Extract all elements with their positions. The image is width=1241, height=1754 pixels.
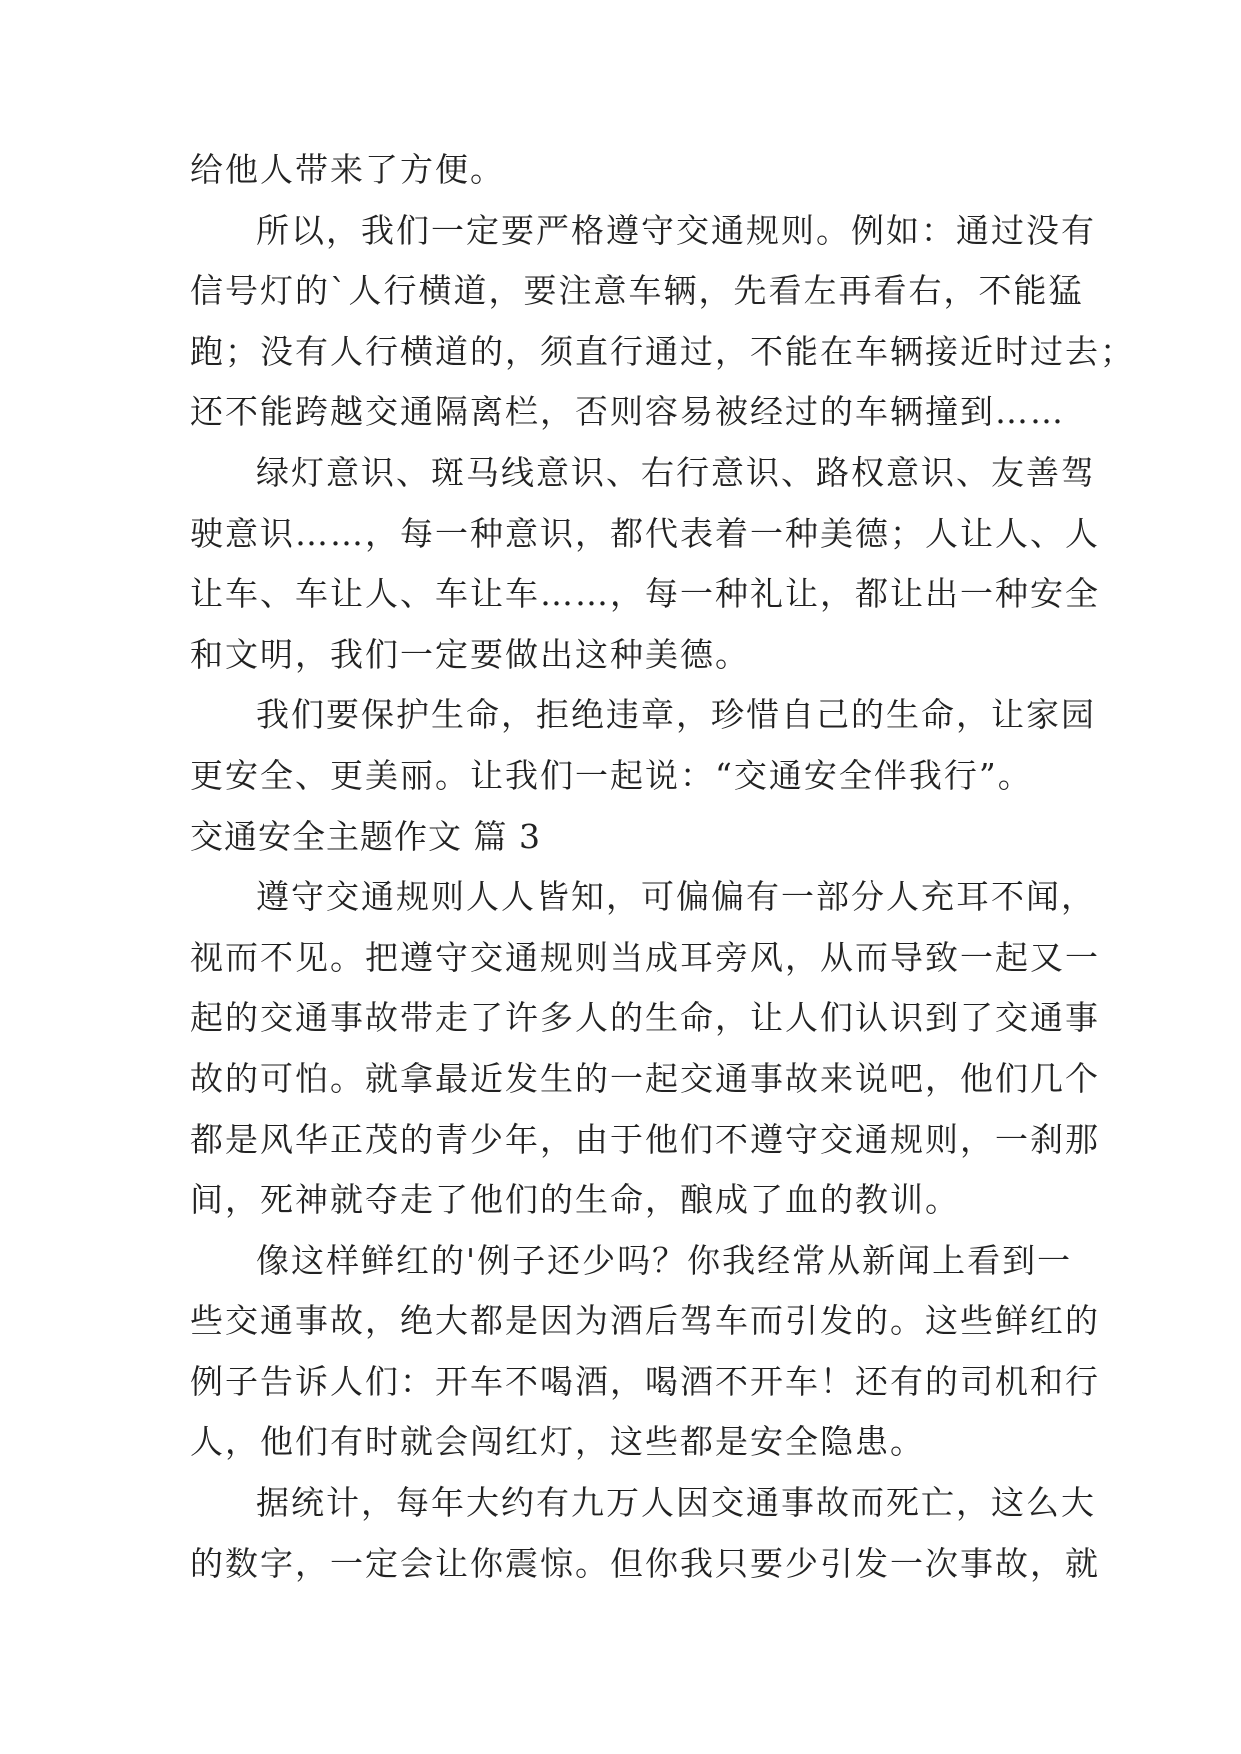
text-line: 些交通事故，绝大都是因为酒后驾车而引发的。这些鲜红的: [190, 1301, 1100, 1341]
document-page: [190, 140, 1135, 1594]
text-line: 和文明，我们一定要做出这种美德。: [190, 634, 750, 674]
text-line: 人，他们有时就会闯红灯，这些都是安全隐患。: [190, 1422, 925, 1462]
paragraph-first-line: 据统计，每年大约有九万人因交通事故而死亡，这么大: [256, 1483, 1096, 1523]
paragraph-first-line: 像这样鲜红的'例子还少吗？你我经常从新闻上看到一: [256, 1240, 1073, 1280]
paragraph-first-line: 我们要保护生命，拒绝违章，珍惜自己的生命，让家园: [256, 695, 1096, 735]
text-line: 例子告诉人们：开车不喝酒，喝酒不开车！还有的司机和行: [190, 1361, 1100, 1401]
paragraph-first-line: 绿灯意识、斑马线意识、右行意识、路权意识、友善驾: [256, 452, 1096, 492]
text-line: 间，死神就夺走了他们的生命，酿成了血的教训。: [190, 1180, 960, 1220]
text-line: 驶意识……，每一种意识，都代表着一种美德；人让人、人: [190, 513, 1100, 553]
text-line: 让车、车让人、车让车……，每一种礼让，都让出一种安全: [190, 574, 1100, 614]
text-line: 更安全、更美丽。让我们一起说：“交通安全伴我行”。: [190, 755, 1033, 795]
text-line: 起的交通事故带走了许多人的生命，让人们认识到了交通事: [190, 998, 1100, 1038]
paragraph-first-line: 所以，我们一定要严格遵守交通规则。例如：通过没有: [256, 210, 1096, 250]
text-line: 的数字，一定会让你震惊。但你我只要少引发一次事故，就: [190, 1543, 1100, 1583]
section-heading: 交通安全主题作文 篇 3: [190, 816, 541, 856]
paragraph-first-line: 遵守交通规则人人皆知，可偏偏有一部分人充耳不闻，: [256, 877, 1096, 917]
text-line: 信号灯的`人行横道，要注意车辆，先看左再看右，不能猛: [190, 271, 1084, 311]
text-line: 都是风华正茂的青少年，由于他们不遵守交通规则，一刹那: [190, 1119, 1100, 1159]
text-line: 视而不见。把遵守交通规则当成耳旁风，从而导致一起又一: [190, 937, 1100, 977]
text-line: 还不能跨越交通隔离栏，否则容易被经过的车辆撞到……: [190, 392, 1065, 432]
text-line: 故的可怕。就拿最近发生的一起交通事故来说吧，他们几个: [190, 1058, 1100, 1098]
text-line: 给他人带来了方便。: [190, 150, 505, 189]
text-line: 跑；没有人行横道的，须直行通过，不能在车辆接近时过去；: [190, 331, 1135, 371]
